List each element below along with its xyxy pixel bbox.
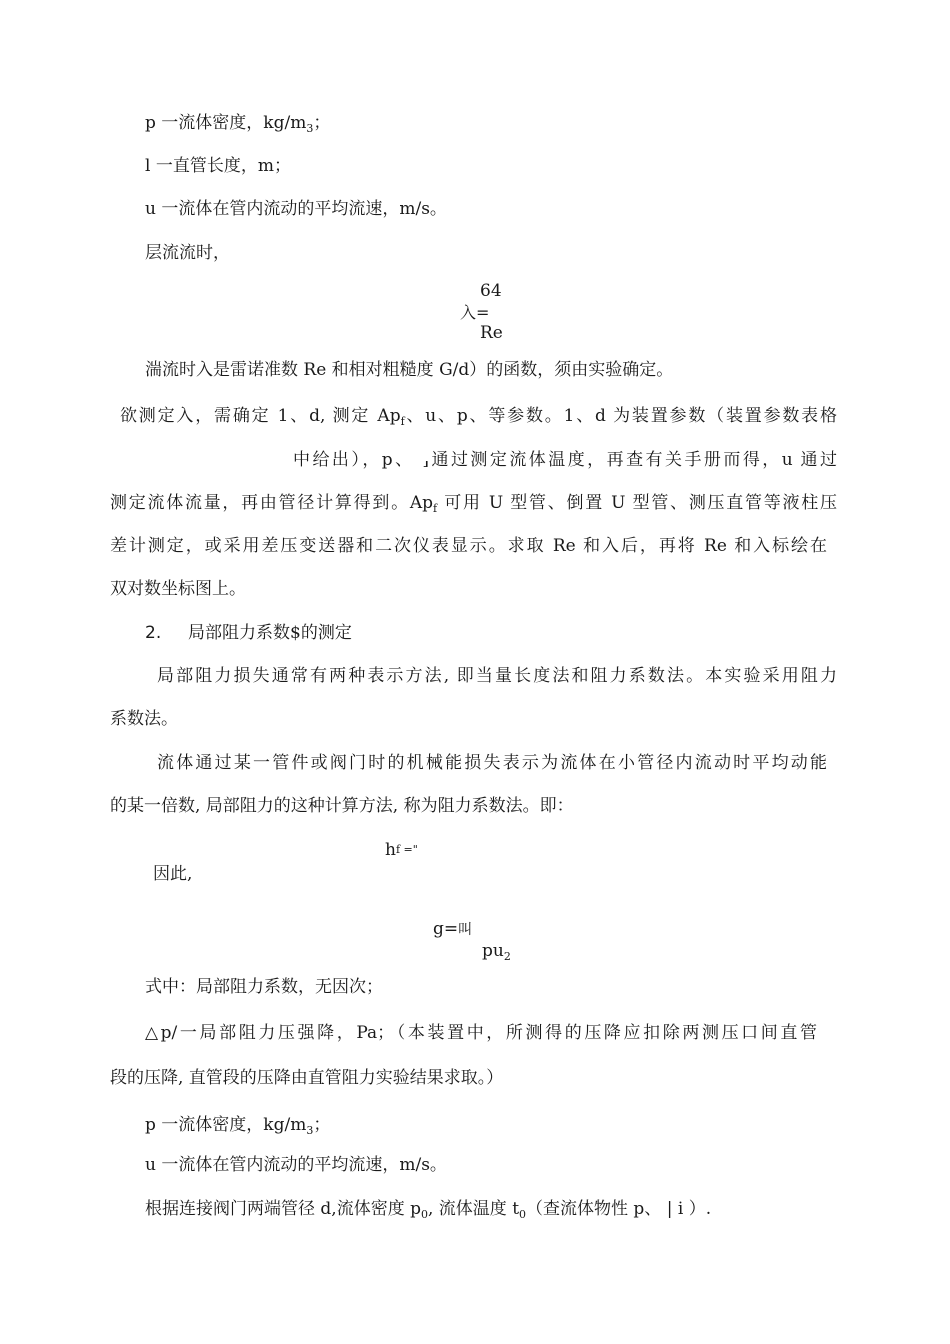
section-number: 2. <box>145 623 162 643</box>
text-line: u 一流体在管内流动的平均流速，m/s。 <box>145 1155 447 1175</box>
text-span: p 一流体密度，kg/m <box>145 1115 307 1135</box>
text-span: 可用 U 型管、倒置 U 型管、测压直管等液柱压 <box>437 493 837 513</box>
subscript: 0 <box>420 1208 428 1221</box>
text-span: ； <box>313 113 331 133</box>
text-line: 双对数坐标图上。 <box>110 579 246 599</box>
text-line: △p/一局部阻力压强降，Pa；（本装置中，所测得的压降应扣除两测压口间直管 <box>145 1023 817 1043</box>
subscript: f <box>432 502 438 515</box>
text-span: （查流体物性 p、 | i ）. <box>526 1199 712 1219</box>
text-span: 欲测定入，需确定 1、d, 测定 Ap <box>120 406 401 426</box>
subscript: f <box>400 415 405 428</box>
text-line: 的某一倍数, 局部阻力的这种计算方法, 称为阻力系数法。即： <box>110 796 574 816</box>
text-line <box>145 111 330 141</box>
text-line: 流体通过某一管件或阀门时的机械能损失表示为流体在小管径内流动时平均动能 <box>157 753 827 773</box>
formula-numerator: 64 <box>480 281 502 301</box>
text-line: 式中：局部阻力系数，无因次； <box>145 977 383 997</box>
formula-zeta <box>433 917 472 942</box>
formula-superscript: f =" <box>395 843 418 856</box>
text-line: u 一流体在管内流动的平均流速，m/s。 <box>145 199 447 219</box>
text-span: p 一流体密度，kg/m <box>145 113 307 133</box>
subscript: 3 <box>306 122 314 135</box>
subscript: 0 <box>519 1208 527 1221</box>
text-line: 系数法。 <box>110 709 178 729</box>
formula-lhs: 入= <box>460 303 490 322</box>
text-line <box>145 1113 330 1143</box>
formula-symbol: pu <box>482 941 504 961</box>
text-span: 、u、p、等参数。1、d 为装置参数（装置参数表格 <box>404 406 837 426</box>
text-span: 根据连接阀门两端管径 d,流体密度 p <box>145 1199 421 1219</box>
formula-denominator: Re <box>480 323 503 343</box>
formula-lhs: g= <box>433 919 459 939</box>
formula-fragment: 叫 <box>458 922 473 938</box>
formula-symbol: h <box>385 840 396 860</box>
formula-denominator <box>482 939 511 969</box>
text-line: 湍流时入是雷诺准数 Re 和相对粗糙度 G/d）的函数，须由实验确定。 <box>145 360 674 380</box>
text-span: ； <box>313 1115 331 1135</box>
text-line: 段的压降, 直管段的压降由直管阻力实验结果求取。） <box>110 1068 504 1088</box>
text-span: 测定流体流量，再由管径计算得到。Ap <box>110 493 433 513</box>
text-span: , 流体温度 t <box>427 1199 520 1219</box>
formula-hf <box>385 838 418 862</box>
text-line: l 一直管长度，m； <box>145 156 291 176</box>
text-line <box>145 1197 711 1227</box>
text-line: 差计测定，或采用差压变送器和二次仪表显示。求取 Re 和入后，再将 Re 和入标绘在 <box>110 536 827 556</box>
text-line <box>110 491 837 521</box>
text-line <box>120 404 837 434</box>
text-line: 层流流时， <box>145 243 230 263</box>
text-line: 因此, <box>153 864 193 884</box>
section-heading: 局部阻力系数$的测定 <box>188 623 352 643</box>
text-line: 局部阻力损失通常有两种表示方法, 即当量长度法和阻力系数法。本实验采用阻力 <box>157 666 837 686</box>
subscript: 2 <box>503 950 511 963</box>
text-line: 中给出），p、 ⸥通过测定流体温度，再查有关手册而得，u 通过 <box>293 450 837 470</box>
subscript: 3 <box>306 1124 314 1137</box>
